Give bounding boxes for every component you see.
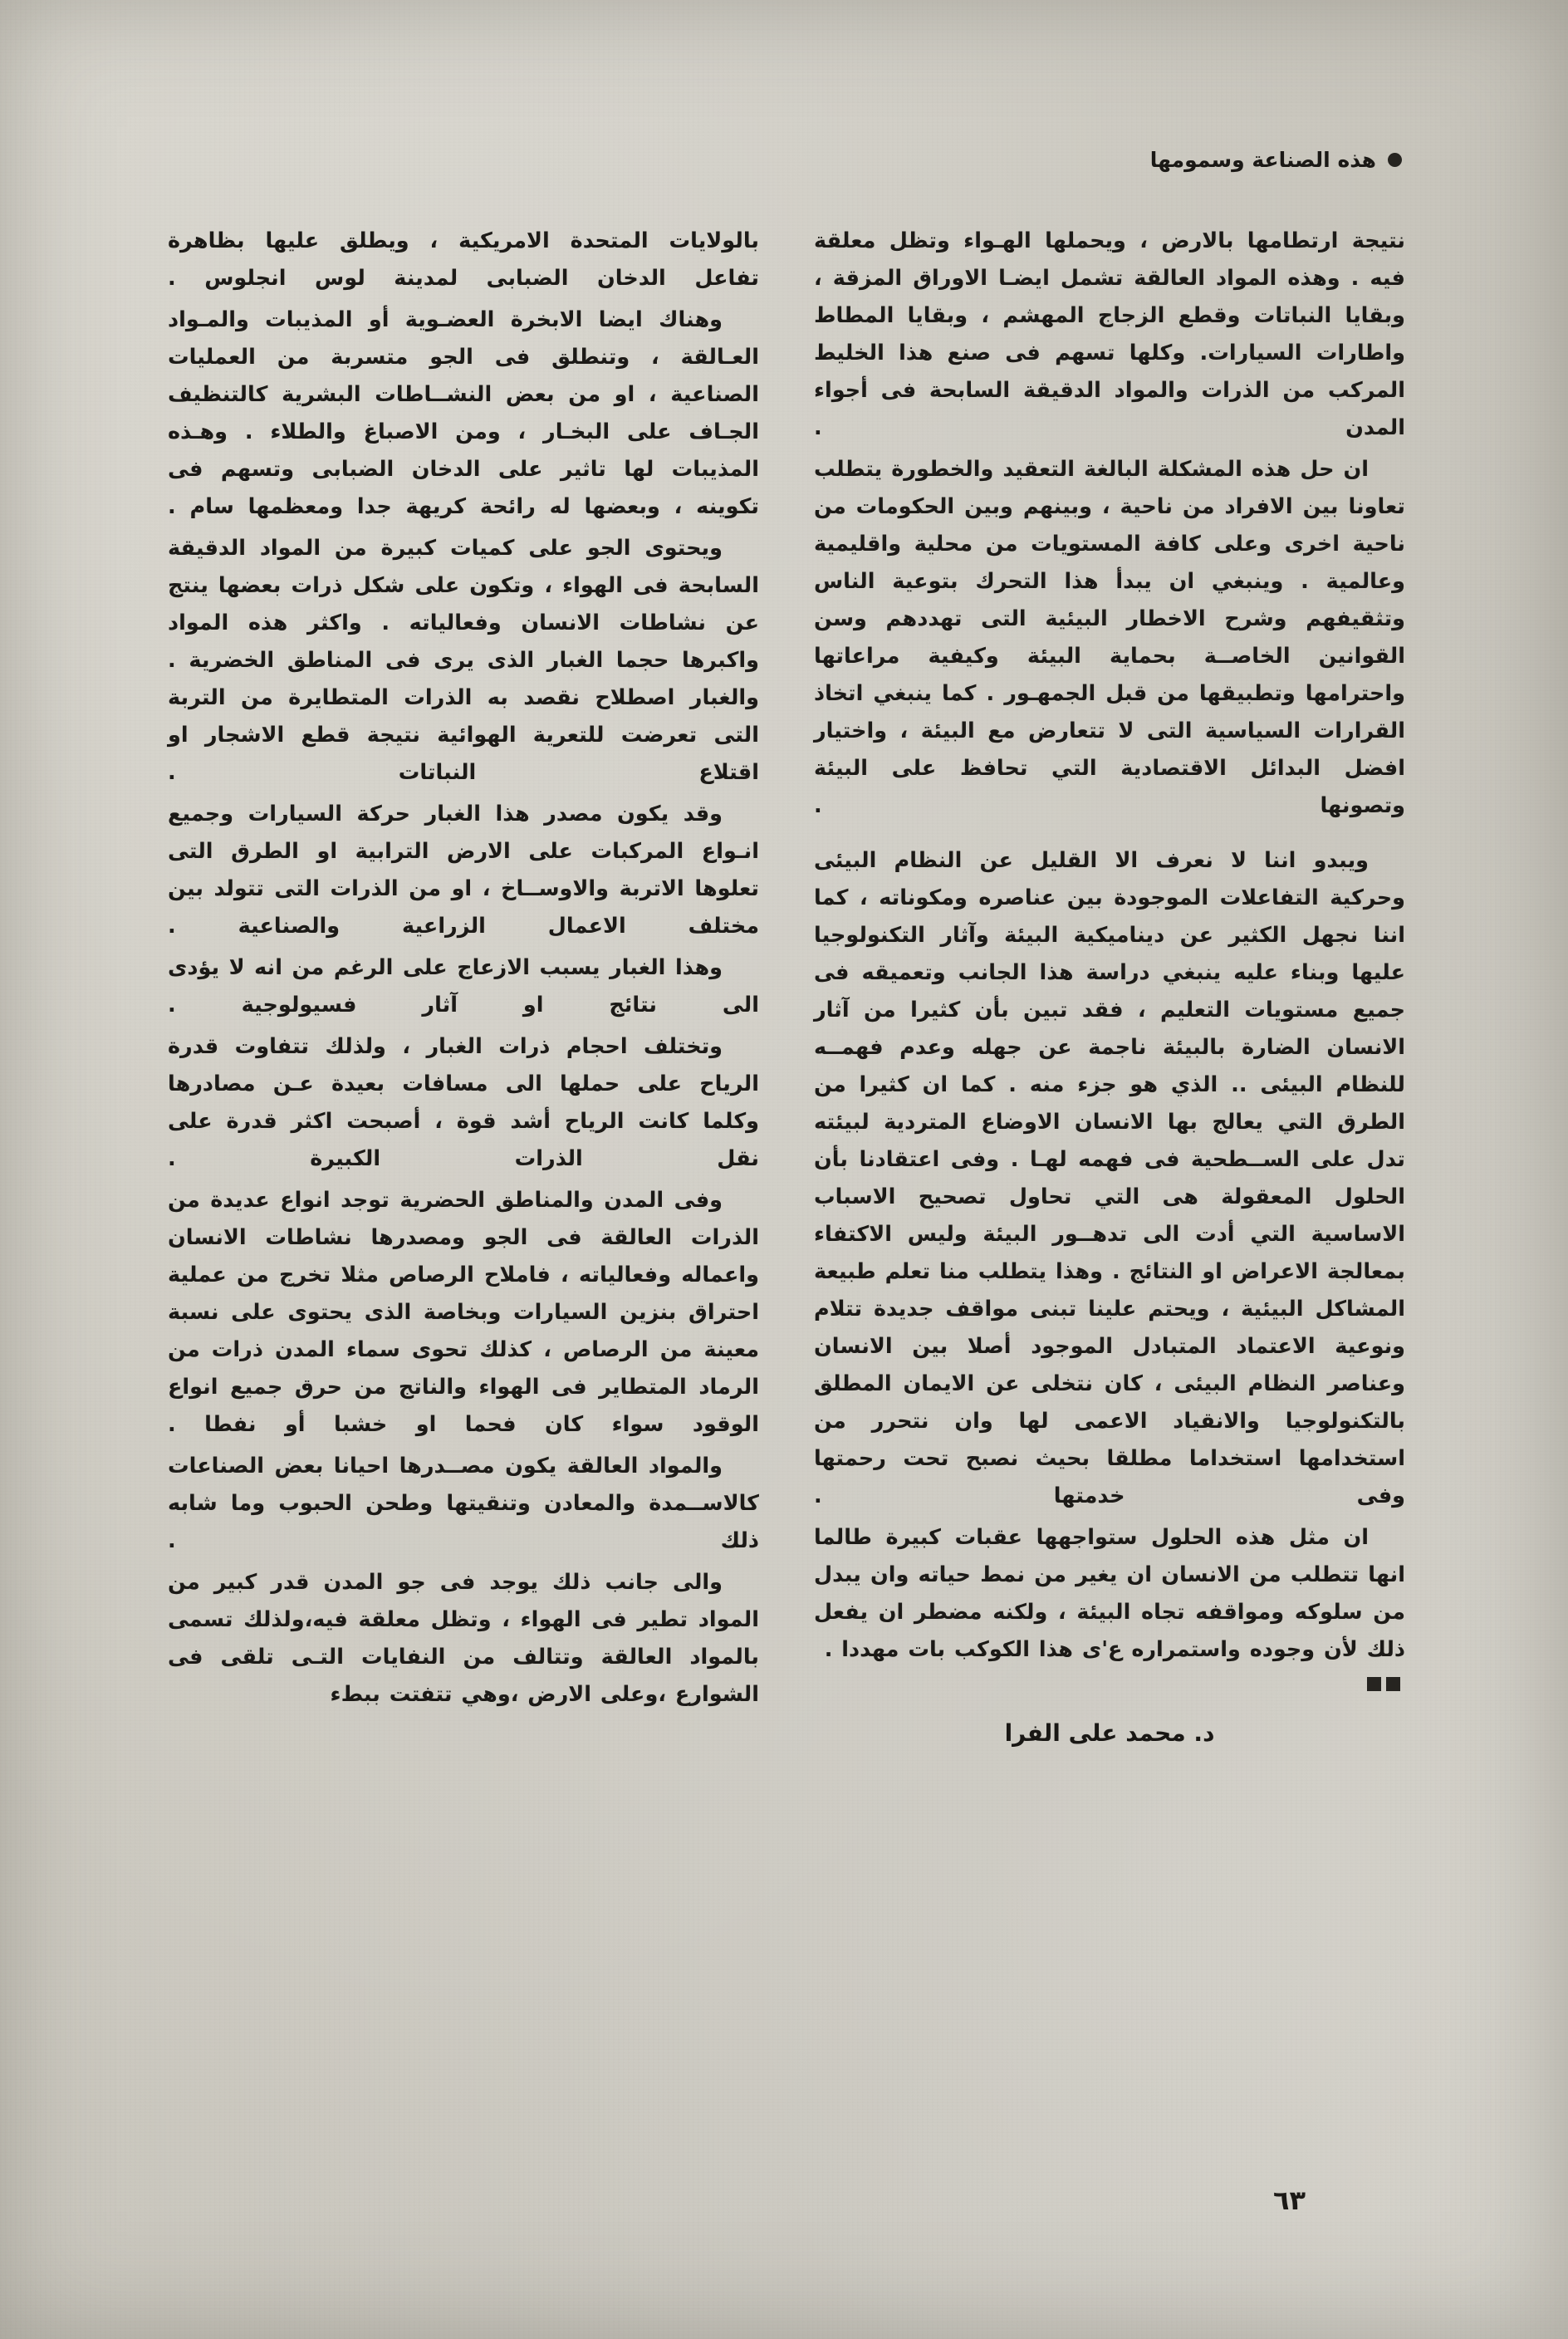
paragraph: نتيجة ارتطامها بالارض ، ويحملها الهـواء وتظل معلقة فيه . وهذه المواد العالقة تشمل ايضـا الاوراق المزقة ، وبقايا النباتات وقطع الزجاج المهشم ، وبقايا المطاط واطارات السيارات. وكلها تسهم فى صنع هذا الخليط المركب من الذرات والمواد الدقيقة السابحة فى أجواء المدن .	[814, 228, 1405, 440]
end-mark-icon	[814, 1677, 1405, 1691]
author-byline: د. محمد على الفرا	[1004, 1719, 1215, 1747]
paragraph-spacer	[814, 829, 1405, 842]
paragraph: وهناك ايضا الابخرة العضـوية أو المذيبات والمـواد العـالقة ، وتنطلق فى الجو متسربة من العمليات الصناعية ، او من بعض النشــاطات البشرية كالتنظيف الجـاف على البخـار ، ومن الاصباغ والطلاء . وهـذه المذيبات لها تاثير على الدخان الضبابى وتسهم فى تكوينه ، وبعضها له رائحة كريهة جدا ومعظمها سام .	[168, 307, 759, 519]
paragraph: ان حل هذه المشكلة البالغة التعقيد والخطورة يتطلب تعاونا بين الافراد من ناحية ، وبينهم وبين الحكومات من ناحية اخرى وعلى كافة المستويات من محلية واقليمية وعالمية . وينبغي ان يبدأ هذا التحرك بتوعية الناس وتثقيفهم وشرح الاخطار البيئية التى تهددهم وسن القوانين الخاصــة بحماية البيئة وكيفية مراعاتها واحترامها وتطبيقها من قبل الجمهـور . كما ينبغي اتخاذ القرارات السياسية التى لا تتعارض مع البيئة ، واختيار افضل البدائل الاقتصادية التي تحافظ على البيئة وتصونها .	[814, 457, 1405, 818]
paragraph: بالولايات المتحدة الامريكية ، ويطلق عليها بظاهرة تفاعل الدخان الضبابى لمدينة لوس انجلوس .	[168, 228, 759, 291]
page-number: ٦٣	[1272, 2185, 1306, 2216]
paragraph: وتختلف احجام ذرات الغبار ، ولذلك تتفاوت قدرة الرياح على حملها الى مسافات بعيدة عـن مصادرها وكلما كانت الرياح أشد قوة ، أصبحت اكثر قدرة على نقل الذرات الكبيرة .	[168, 1034, 759, 1171]
running-head-title: هذه الصناعة وسمومها	[1149, 148, 1376, 172]
paragraph: والمواد العالقة يكون مصــدرها احيانا بعض الصناعات كالاســمدة والمعادن وتنقيتها وطحن الحبوب وما شابه ذلك .	[168, 1454, 759, 1553]
paragraph: ويبدو اننا لا نعرف الا القليل عن النظام البيئى وحركية التفاعلات الموجودة بين عناصره ومكوناته ، كما اننا نجهل الكثير عن ديناميكية البيئة وآثار التكنولوجيا عليها وبناء عليه ينبغي دراسة هذا الجانب وتعميقه فى جميع مستويات التعليم ، فقد تبين بأن كثيرا من آثار الانسان الضارة بالبيئة ناجمة عن جهله وعدم فهمــه للنظام البيئى .. الذي هو جزء منه . كما ان كثيرا من الطرق التي يعالج بها الانسان الاوضاع المتردية لبيئته تدل على الســطحية فى فهمه لهـا . وفى اعتقادنا بأن الحلول المعقولة هى التي تحاول تصحيح الاسباب الاساسية التي أدت الى تدهــور البيئة وليس الاكتفاء بمعالجة الاعراض او النتائج . وهذا يتطلب منا تعلم طبيعة المشاكل البيئية ، ويحتم علينا تبنى مواقف جديدة تتلام ونوعية الاعتماد المتبادل الموجود أصلا بين الانسان وعناصر النظام البيئى ، كان نتخلى عن الايمان المطلق بالتكنولوجيا والانقياد الاعمى لها وان نتحرر من استخدامها استخداما مطلقا بحيث نصبح تحت رحمتها وفى خدمتها .	[814, 848, 1405, 1508]
paragraph: ويحتوى الجو على كميات كبيرة من المواد الدقيقة السابحة فى الهواء ، وتكون على شكل ذرات بعضها ينتج عن نشاطات الانسان وفعالياته . واكثر هذه المواد واكبرها حجما الغبار الذى يرى فى المناطق الخضرية . والغبار اصطلاح نقصد به الذرات المتطايرة من التربة التى تعرضت للتعرية الهوائية نتيجة قطع الاشجار او اقتلاع النباتات .	[168, 536, 759, 785]
article-body	[163, 223, 1405, 1747]
column-right	[814, 223, 1405, 1747]
bullet-icon	[1388, 153, 1402, 167]
paragraph: والى جانب ذلك يوجد فى جو المدن قدر كبير من المواد تطير فى الهواء ، وتظل معلقة فيه،ولذلك تسمى بالمواد العالقة وتتالف من النفايات التـى تلقى فى الشوارع ،وعلى الارض ،وهي تتفتت ببطء	[168, 1570, 759, 1707]
running-head	[1150, 148, 1402, 172]
paragraph: وهذا الغبار يسبب الازعاج على الرغم من انه لا يؤدى الى نتائج او آثار فسيولوجية .	[168, 955, 759, 1017]
paragraph: وفى المدن والمناطق الحضرية توجد انواع عديدة من الذرات العالقة فى الجو ومصدرها نشاطات الانسان واعماله وفعالياته ، فاملاح الرصاص مثلا تخرج من عملية احتراق بنزين السيارات وبخاصة الذى يحتوى على نسبة معينة من الرصاص ، كذلك تحوى سماء المدن ذرات من الرماد المتطاير فى الهواء والناتج من حرق جميع انواع الوقود سواء كان فحما او خشبا أو نفطا .	[168, 1188, 759, 1437]
paragraph: ان مثل هذه الحلول ستواجهها عقبات كبيرة طالما انها تتطلب من الانسان ان يغير من نمط حياته وان يبدل من سلوكه ومواقفه تجاه البيئة ، ولكنه مضطر ان يفعل ذلك لأن وجوده واستمراره ع'ى هذا الكوكب بات مهددا .	[814, 1525, 1405, 1662]
paragraph: وقد يكون مصدر هذا الغبار حركة السيارات وجميع انـواع المركبات على الارض الترابية او الطرق التى تعلوها الاتربة والاوســاخ ، او من الذرات التى تتولد بين مختلف الاعمال الزراعية والصناعية .	[168, 802, 759, 939]
column-left	[168, 223, 759, 1747]
